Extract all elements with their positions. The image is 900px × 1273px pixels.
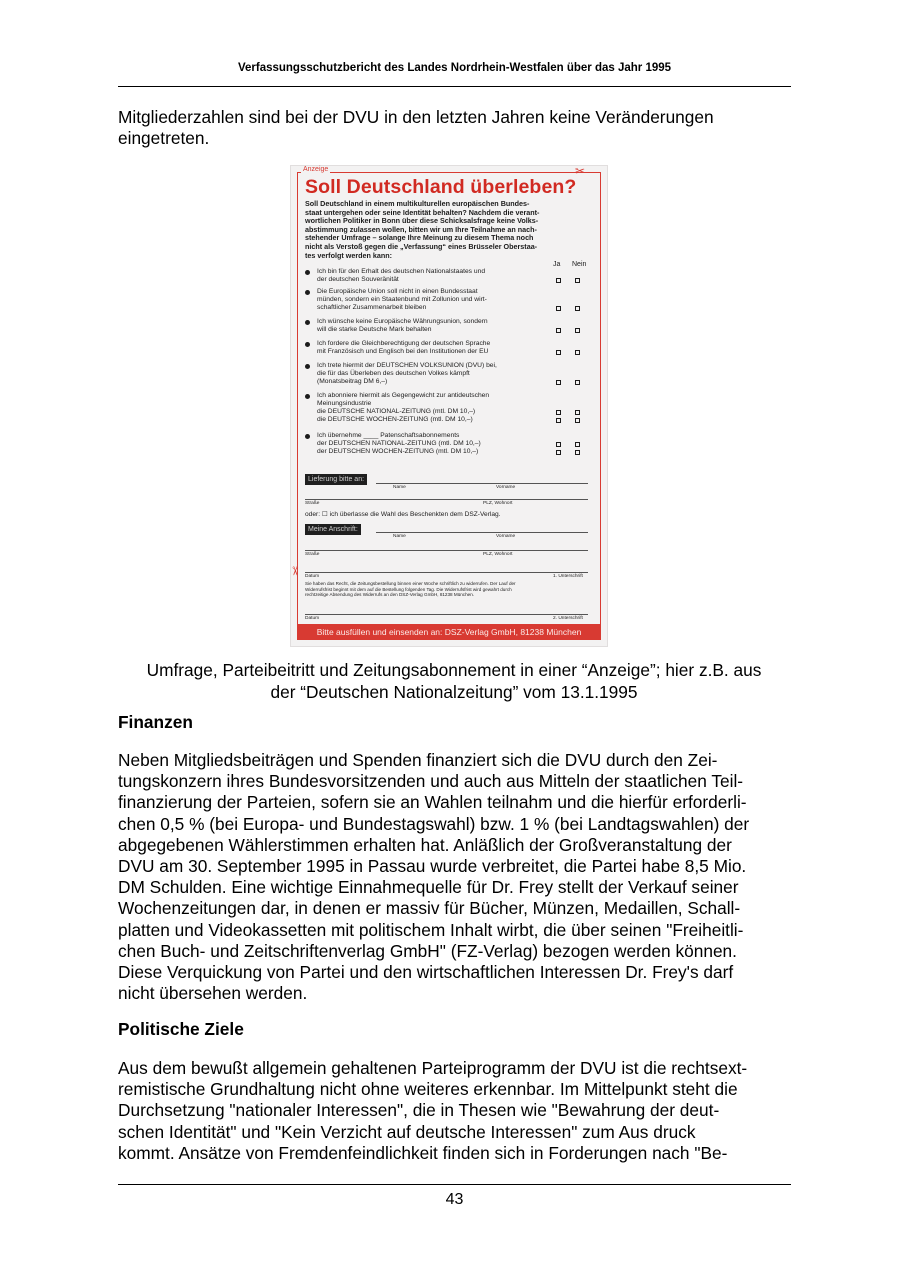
text-line: platten und Videokassetten mit politischem Inhalt wirbt, die über seinen "Freiheitli- <box>118 919 744 940</box>
survey-item-line: Ich fordere die Gleichberechtigung der deutschen Sprache <box>317 340 491 347</box>
column-ja: Ja <box>553 261 561 268</box>
ad-intro-line: nicht als Verstoß gegen die „Verfassung“ eines Brüsseler Oberstaa- <box>305 241 538 251</box>
survey-item-line: Ich wünsche keine Europäische Währungsunion, sondern <box>317 318 488 325</box>
bullet-icon <box>305 270 310 275</box>
survey-item-line: will die starke Deutsche Mark behalten <box>317 326 432 333</box>
checkbox-nein[interactable] <box>575 328 580 333</box>
text-line: finanzierung der Parteien, sofern sie an Wahlen teilnahm und die hierfür erforderli- <box>118 792 747 813</box>
field-label: Name <box>393 534 406 539</box>
text-line: chen 0,5 % (bei Europa- und Bundestagswahl) bzw. 1 % (bei Landtagswahlen) der <box>118 813 750 834</box>
text-line: kommt. Ansätze von Fremdenfeindlichkeit finden sich in Forderungen nach "Be- <box>118 1142 728 1163</box>
checkbox-nein[interactable] <box>575 278 580 283</box>
checkbox-nein[interactable] <box>575 306 580 311</box>
survey-item-line: die für das Überleben des deutschen Volkes kämpft <box>317 370 470 377</box>
checkbox-nein[interactable] <box>575 350 580 355</box>
notice-line: rechtzeitige Absendung des Widerrufs an den DSZ-Verlag GmbH, 81238 München. <box>305 592 475 598</box>
text-line: nicht übersehen werden. <box>118 983 308 1004</box>
survey-item <box>317 288 607 312</box>
ad-intro-line: tes verfolgt werden kann: <box>305 250 393 260</box>
bullet-icon <box>305 394 310 399</box>
field-label: PLZ, Wohnort <box>483 552 513 557</box>
survey-item-line: der deutschen Souveränität <box>317 276 399 283</box>
running-header: Verfassungsschutzbericht des Landes Nordrhein-Westfalen über das Jahr 1995 <box>237 62 672 74</box>
text-line: remistische Grundhaltung nicht ohne weiteres erkennbar. Im Mittelpunkt steht die <box>118 1079 738 1100</box>
text-line: Durchsetzung "nationaler Interessen", die in Thesen wie "Bewahrung der deut- <box>118 1100 720 1121</box>
notice-line: Sie haben das Recht, die Zeitungsbestellung binnen einer Woche schriftlich zu widerrufen. Der Lauf der <box>305 581 516 586</box>
survey-item-line: der DEUTSCHEN WOCHEN-ZEITUNG (mtl. DM 10,–) <box>317 448 479 455</box>
text-line: tungskonzern ihres Bundesvorsitzenden und auch aus Mitteln der staatlichen Teil- <box>118 771 744 792</box>
checkbox-ja[interactable] <box>556 450 561 455</box>
checkbox-ja[interactable] <box>556 380 561 385</box>
form-line <box>305 614 588 615</box>
header-rule <box>118 86 791 87</box>
checkbox-ja[interactable] <box>556 418 561 423</box>
text-line: Diese Verquickung von Partei und den wirtschaftlichen Interessen Dr. Frey's darf <box>118 962 734 983</box>
form-line <box>376 532 588 533</box>
ad-intro-line: staat untergehen oder seine Identität behalten? Nachdem die verant- <box>305 207 540 217</box>
survey-item-line: münden, sondern ein Staatenbund mit Zollunion und wirt- <box>317 296 487 303</box>
survey-item <box>317 362 607 386</box>
field-label: PLZ, Wohnort <box>483 501 513 506</box>
survey-item-line: die DEUTSCHE WOCHEN-ZEITUNG (mtl. DM 10,–) <box>317 416 473 423</box>
bullet-icon <box>305 342 310 347</box>
checkbox-ja[interactable] <box>556 278 561 283</box>
text-line: Wochenzeitungen dar, in denen er massiv für Bücher, Münzen, Medaillen, Schall- <box>118 898 741 919</box>
ad-intro-line: wortlichen Politiker in Bonn über diese Schicksalsfrage keine Volks- <box>305 216 539 226</box>
survey-item <box>317 340 607 356</box>
field-label: Name <box>393 485 406 490</box>
survey-item-line: der DEUTSCHEN NATIONAL-ZEITUNG (mtl. DM 10,–) <box>317 440 481 447</box>
survey-item-line: Ich abonniere hiermit als Gegengewicht zur antideutschen <box>317 392 490 399</box>
survey-item <box>317 268 607 284</box>
ad-title: Soll Deutschland überleben? <box>305 176 577 198</box>
checkbox-ja[interactable] <box>556 328 561 333</box>
revocation-notice <box>305 581 595 598</box>
field-label: Datum <box>305 616 320 621</box>
survey-item-line: schaftlicher Zusammenarbeit bleiben <box>317 304 427 311</box>
field-label: Datum <box>305 574 320 579</box>
checkbox-nein[interactable] <box>575 410 580 415</box>
checkbox-ja[interactable] <box>556 306 561 311</box>
checkbox-nein[interactable] <box>575 380 580 385</box>
form-line <box>305 572 588 573</box>
delivery-bar: Lieferung bitte an: <box>305 474 367 485</box>
field-label: Vorname <box>496 485 516 490</box>
field-label: Straße <box>305 552 320 557</box>
form-line <box>376 483 588 484</box>
bullet-icon <box>305 434 310 439</box>
section-heading-finanzen: Finanzen <box>118 712 193 732</box>
text-line: Aus dem bewußt allgemein gehaltenen Parteiprogramm der DVU ist die rechtsext- <box>118 1058 748 1078</box>
field-label: Straße <box>305 501 320 506</box>
ad-intro-line: abstimmung zulassen wollen, bitten wir um Ihre Teilnahme an nach- <box>305 224 537 234</box>
caption-line: Umfrage, Parteibeitritt und Zeitungsabonnement in einer “Anzeige”; hier z.B. aus <box>146 660 762 680</box>
text-line: Mitgliederzahlen sind bei der DVU in den letzten Jahren keine Veränderungen <box>118 107 714 127</box>
caption-line: der “Deutschen Nationalzeitung” vom 13.1.1995 <box>270 681 638 702</box>
address-bar: Meine Anschrift: <box>305 524 361 535</box>
page-number: 43 <box>445 1191 464 1208</box>
footer-rule <box>118 1184 791 1185</box>
survey-item-line: Die Europäische Union soll nicht in einen Bundesstaat <box>317 288 478 295</box>
column-nein: Nein <box>572 261 587 268</box>
survey-item-line: Ich übernehme ____ Patenschaftsabonnements <box>317 432 460 439</box>
advertisement-figure <box>290 165 608 647</box>
scissors-icon: ✂ <box>288 565 303 577</box>
text-line: DM Schulden. Eine wichtige Einnahmequelle für Dr. Frey stellt der Verkauf seiner <box>118 877 739 898</box>
field-label: 1. Unterschrift <box>553 574 583 579</box>
ad-intro-line: stehender Umfrage – solange Ihre Meinung zu diesem Thema noch <box>305 233 534 243</box>
checkbox-nein[interactable] <box>575 442 580 447</box>
ad-intro-line: Soll Deutschland in einem multikulturellen europäischen Bundes- <box>305 199 530 208</box>
bullet-icon <box>305 320 310 325</box>
form-line <box>305 499 588 500</box>
survey-item <box>317 392 607 424</box>
field-label: Vorname <box>496 534 516 539</box>
text-line: chen Buch- und Zeitschriftenverlag GmbH" (FZ-Verlag) bezogen werden können. <box>118 940 737 961</box>
survey-item-line: mit Französisch und Englisch bei den Institutionen der EU <box>317 348 489 355</box>
survey-item <box>317 318 607 334</box>
text-line: abgegebenen Wählerstimmen erhalten hat. Anläßlich der Großveranstaltung der <box>118 834 732 855</box>
ad-intro <box>305 200 595 260</box>
notice-line: Widerrufsfrist beginnt mit dem auf die Bestellung folgenden Tag. Die Widerrufsfrist wird gewahrt durch <box>305 586 512 592</box>
text-line: eingetreten. <box>118 128 210 149</box>
text-line: Neben Mitgliedsbeiträgen und Spenden finanziert sich die DVU durch den Zei- <box>118 750 718 770</box>
bullet-icon <box>305 290 310 295</box>
bullet-icon <box>305 364 310 369</box>
survey-item-line: Ich bin für den Erhalt des deutschen Nationalstaates und <box>317 268 486 275</box>
text-line: schen Identität" und "Kein Verzicht auf deutsche Interessen" zum Aus druck <box>118 1121 696 1142</box>
checkbox-nein[interactable] <box>575 450 580 455</box>
gift-option: oder: ☐ ich überlasse die Wahl des Beschenkten dem DSZ-Verlag. <box>305 511 501 518</box>
section-heading-politische-ziele: Politische Ziele <box>118 1019 244 1039</box>
checkbox-ja[interactable] <box>556 350 561 355</box>
checkbox-ja[interactable] <box>556 410 561 415</box>
text-line: DVU am 30. September 1995 in Passau wurde verbreitet, die Partei habe 8,5 Mio. <box>118 856 747 877</box>
ziele-paragraph <box>118 1058 790 1164</box>
survey-item-line: die DEUTSCHE NATIONAL-ZEITUNG (mtl. DM 10,–) <box>317 408 476 415</box>
checkbox-ja[interactable] <box>556 442 561 447</box>
survey-item-line: (Monatsbeitrag DM 6,–) <box>317 378 388 385</box>
figure-caption <box>118 660 790 703</box>
intro-paragraph <box>118 107 790 149</box>
ad-footer: Bitte ausfüllen und einsenden an: DSZ-Verlag GmbH, 81238 München <box>297 624 601 640</box>
field-label: 2. Unterschrift <box>553 616 583 621</box>
ad-tag: Anzeige <box>303 166 329 173</box>
scissors-icon: ✂ <box>575 164 586 178</box>
form-line <box>305 550 588 551</box>
survey-item-line: Meinungsindustrie <box>317 400 372 407</box>
checkbox-nein[interactable] <box>575 418 580 423</box>
survey-item <box>317 432 607 456</box>
finanzen-paragraph <box>118 750 790 1004</box>
survey-item-line: Ich trete hiermit der DEUTSCHEN VOLKSUNION (DVU) bei, <box>317 362 497 369</box>
